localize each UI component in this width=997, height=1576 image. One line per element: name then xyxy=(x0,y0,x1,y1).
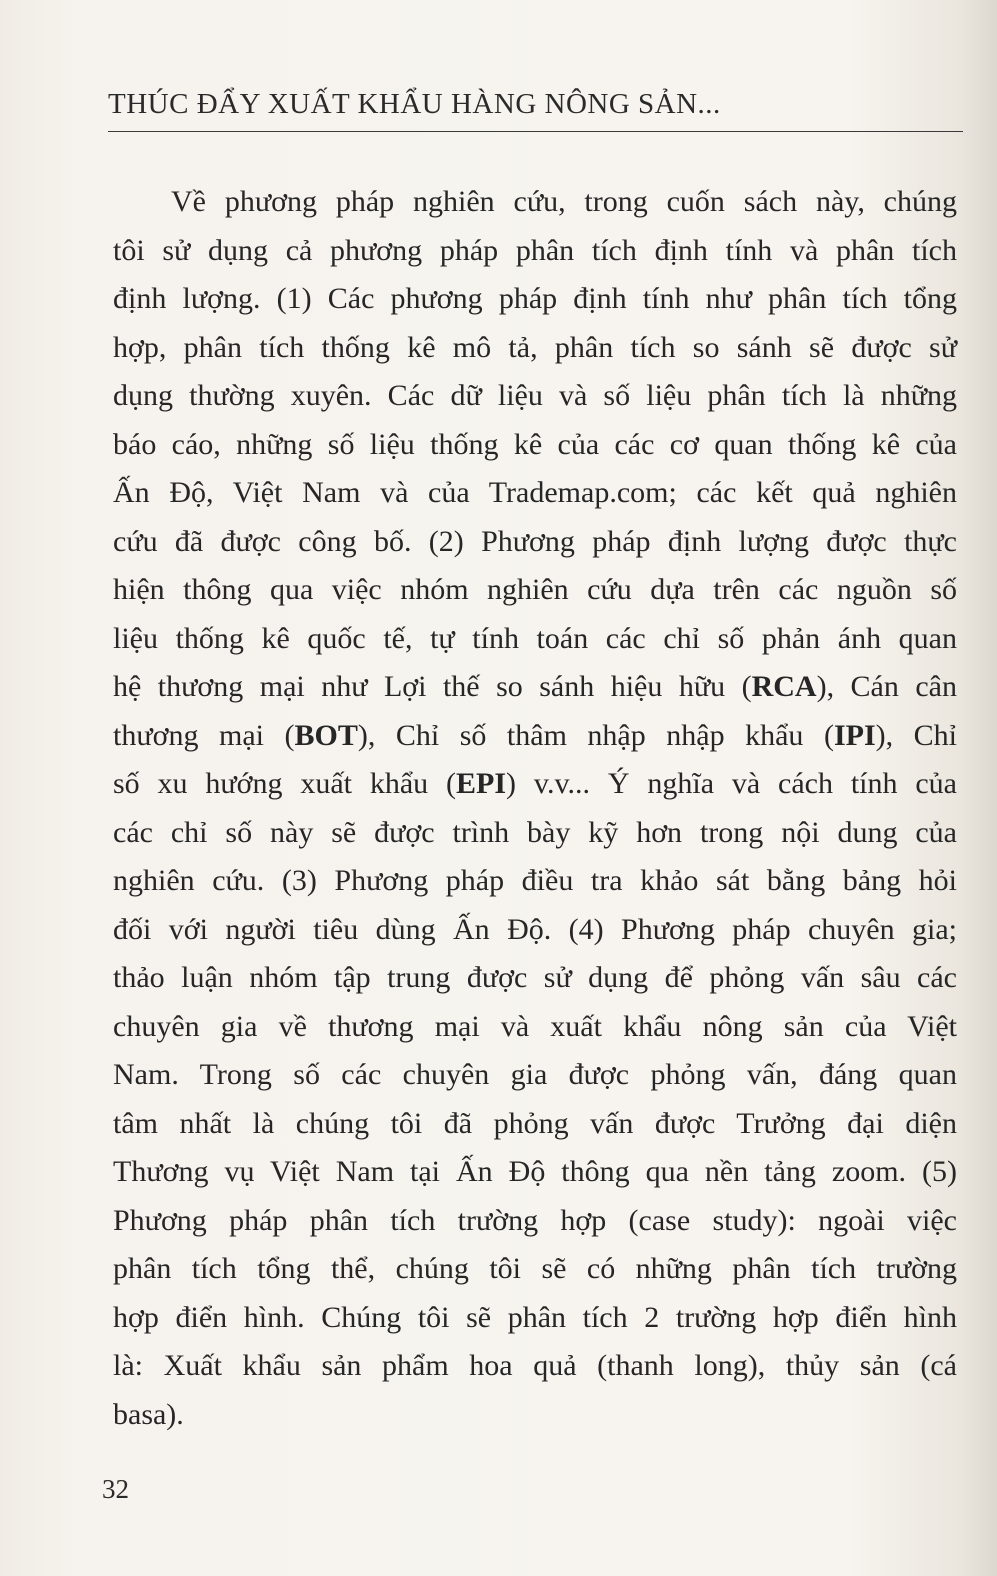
bold-abbreviation: EPI xyxy=(456,767,507,800)
text-line xyxy=(113,518,957,567)
text-segment: cứu đã được công bố. (2) Phương pháp định lượng được thực xyxy=(113,524,957,558)
text-segment: thương mại ( xyxy=(113,718,295,752)
text-segment: tôi sử dụng cả phương pháp phân tích định tính và phân tích xyxy=(113,233,957,267)
text-segment: hợp điển hình. Chúng tôi sẽ phân tích 2 trường hợp điển hình xyxy=(113,1300,957,1334)
text-line xyxy=(113,566,957,615)
text-segment: Ấn Độ, Việt Nam và của Trademap.com; các kết quả nghiên xyxy=(113,476,957,509)
text-segment: chuyên gia về thương mại và xuất khẩu nông sản của Việt xyxy=(113,1009,957,1043)
text-segment: báo cáo, những số liệu thống kê của các cơ quan thống kê của xyxy=(113,427,957,461)
text-line xyxy=(113,1148,957,1197)
text-segment: Nam. Trong số các chuyên gia được phỏng vấn, đáng quan xyxy=(113,1058,957,1091)
text-segment: hệ thương mại như Lợi thế so sánh hiệu hữu ( xyxy=(113,670,752,703)
text-segment: liệu thống kê quốc tế, tự tính toán các chỉ số phản ánh quan xyxy=(113,621,957,655)
text-segment: nghiên cứu. (3) Phương pháp điều tra khảo sát bằng bảng hỏi xyxy=(113,864,957,897)
text-line xyxy=(113,469,957,518)
text-segment: ), Cán cân xyxy=(816,670,957,703)
text-line xyxy=(113,857,957,906)
text-line xyxy=(113,1342,957,1391)
text-segment: phân tích tổng thể, chúng tôi sẽ có những phân tích trường xyxy=(113,1252,957,1285)
text-segment: basa). xyxy=(113,1397,184,1431)
text-segment: ), Chỉ số thâm nhập nhập khẩu ( xyxy=(357,718,834,752)
text-line xyxy=(113,1100,957,1149)
bold-abbreviation: RCA xyxy=(751,670,817,703)
text-segment: số xu hướng xuất khẩu ( xyxy=(113,767,457,800)
bold-abbreviation: BOT xyxy=(294,718,358,752)
text-line xyxy=(113,1051,957,1100)
text-segment: đối với người tiêu dùng Ấn Độ. (4) Phương pháp chuyên gia; xyxy=(113,912,957,946)
text-line xyxy=(113,663,957,712)
text-line xyxy=(113,1003,957,1052)
text-segment: tâm nhất là chúng tôi đã phỏng vấn được Trưởng đại diện xyxy=(113,1106,957,1140)
text-segment: Phương pháp phân tích trường hợp (case study): ngoài việc xyxy=(113,1203,957,1237)
text-line xyxy=(113,1391,957,1440)
text-segment: ), Chỉ xyxy=(875,718,957,752)
text-line xyxy=(113,906,957,955)
text-line xyxy=(113,372,957,421)
text-segment: thảo luận nhóm tập trung được sử dụng để phỏng vấn sâu các xyxy=(113,961,957,994)
text-line xyxy=(113,954,957,1003)
text-line xyxy=(113,421,957,470)
text-line xyxy=(113,178,957,227)
body-paragraph xyxy=(113,178,957,1439)
text-segment: các chỉ số này sẽ được trình bày kỹ hơn trong nội dung của xyxy=(113,815,957,849)
running-header: THÚC ĐẨY XUẤT KHẨU HÀNG NÔNG SẢN... xyxy=(108,88,721,120)
text-segment: dụng thường xuyên. Các dữ liệu và số liệu phân tích là những xyxy=(113,379,957,412)
text-segment: ) v.v... Ý nghĩa và cách tính của xyxy=(506,767,957,800)
text-line xyxy=(113,615,957,664)
bold-abbreviation: IPI xyxy=(833,718,876,752)
text-line xyxy=(113,1294,957,1343)
text-segment: định lượng. (1) Các phương pháp định tính như phân tích tổng xyxy=(113,282,957,315)
page-number: 32 xyxy=(102,1474,129,1504)
text-segment: là: Xuất khẩu sản phẩm hoa quả (thanh long), thủy sản (cá xyxy=(113,1349,957,1382)
text-line xyxy=(113,1245,957,1294)
text-line xyxy=(113,712,957,761)
text-line xyxy=(113,324,957,373)
text-line xyxy=(113,809,957,858)
text-line xyxy=(113,227,957,276)
text-line xyxy=(113,275,957,324)
text-line xyxy=(113,760,957,809)
text-segment: hợp, phân tích thống kê mô tả, phân tích so sánh sẽ được sử xyxy=(113,330,957,364)
text-segment: hiện thông qua việc nhóm nghiên cứu dựa trên các nguồn số xyxy=(113,573,957,606)
text-segment: Về phương pháp nghiên cứu, trong cuốn sách này, chúng xyxy=(171,185,957,218)
header-divider xyxy=(108,131,963,132)
text-line xyxy=(113,1197,957,1246)
text-segment: Thương vụ Việt Nam tại Ấn Độ thông qua nền tảng zoom. (5) xyxy=(113,1155,957,1188)
